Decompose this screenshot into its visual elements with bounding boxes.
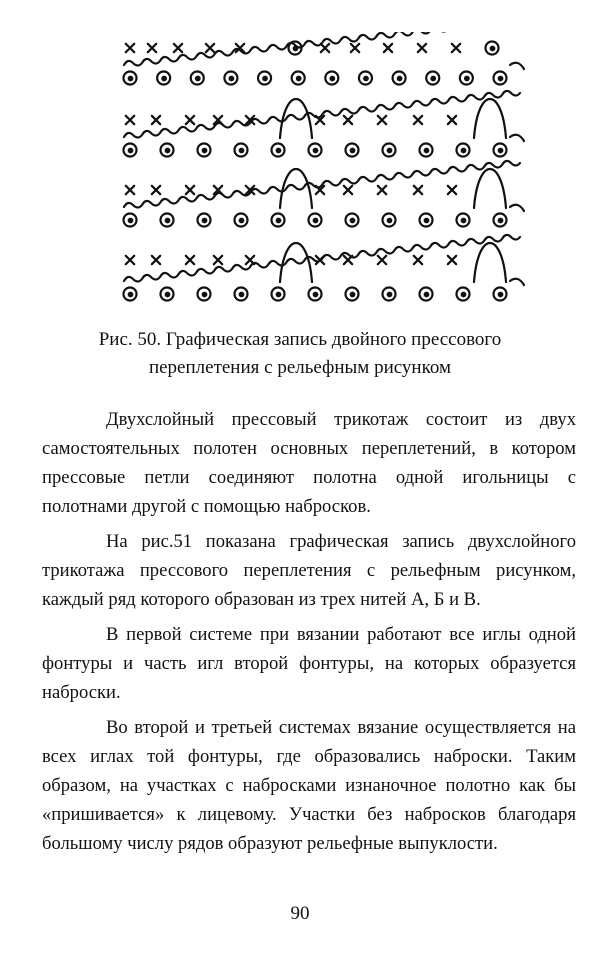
loop-center [297,77,301,81]
thread-line [124,235,520,282]
loop-center [240,293,244,297]
cross-mark [126,116,134,124]
cross-mark [351,44,359,52]
thread-line [124,91,520,138]
cross-mark [344,116,352,124]
loop-center [203,149,207,153]
loop-center [196,77,200,81]
thread-end [510,135,524,141]
cross-mark [452,44,460,52]
paragraph-3: В первой системе при вязании работают все иглы одной фонтуры и часть игл второй фонтуры, на которых образуется наброски. [42,624,576,703]
caption-line-1: Рис. 50. Графическая запись двойного прессового [98,329,502,350]
notation-diagram [100,32,540,316]
loop-center [465,77,469,81]
body-text [42,405,576,858]
figure-caption [40,326,560,382]
loop-center [425,149,429,153]
loop-center [388,149,392,153]
press-loop-center [294,47,298,51]
cross-mark [148,44,156,52]
cross-mark [378,256,386,264]
caption-line-2: переплетения с рельефным рисунком [148,357,452,378]
cross-mark [186,116,194,124]
loop-center [162,77,166,81]
cross-mark [414,116,422,124]
loop-center [351,219,355,223]
cross-mark [414,256,422,264]
loop-center [240,149,244,153]
cross-mark [448,116,456,124]
loop-center [277,293,281,297]
cross-mark [126,186,134,194]
loop-center [166,219,170,223]
loop-center [230,77,234,81]
loop-center [462,293,466,297]
cross-mark [448,186,456,194]
cross-mark [448,256,456,264]
paragraph-1: Двухслойный прессовый трикотаж состоит из двух самостоятельных полотен основных переплетений, в котором прессовые петли соединяют полотна одной игольницы с полотнами другой с помощью набросков. [42,409,576,517]
paragraph-4: Во второй и третьей системах вязание осуществляется на всех иглах той фонтуры, где образовались наброски. Таким образом, на участках с набросками изнаночное полотно как бы «пришивается» к лицевому. Участки без набросков благодаря большому числу рядов образуют рельефные выпуклости. [42,717,576,854]
loop-center [263,77,267,81]
loop-center [425,293,429,297]
loop-center [203,293,207,297]
cross-mark [126,44,134,52]
loop-center [277,219,281,223]
knitting-notation-figure [100,32,540,316]
thread-end [510,63,524,69]
loop-center [351,293,355,297]
loop-center [203,219,207,223]
loop-center [425,219,429,223]
loop-center [129,149,133,153]
loop-center [462,219,466,223]
cross-mark [186,256,194,264]
loop-center [166,149,170,153]
loop-center [314,149,318,153]
loop-center [388,219,392,223]
loop-center [398,77,402,81]
press-loop-arc [474,169,506,208]
thread-line [124,161,520,208]
loop-center [364,77,368,81]
cross-mark [174,44,182,52]
cross-mark [378,186,386,194]
loop-center [388,293,392,297]
loop-center [314,219,318,223]
loop-center [277,149,281,153]
loop-center [499,77,503,81]
paragraph-2: На рис.51 показана графическая запись двухслойного трикотажа прессового переплетения с рельефным рисунком, каждый ряд которого образован из трех нитей А, Б и В. [42,531,576,610]
thread-end [510,205,524,211]
cross-mark [152,256,160,264]
loop-center [331,77,335,81]
cross-mark [206,44,214,52]
loop-center [314,293,318,297]
loop-center [499,149,503,153]
thread-end [510,279,524,285]
loop-center [129,77,133,81]
loop-center [166,293,170,297]
cross-mark [186,186,194,194]
press-loop-arc [474,99,506,138]
loop-center [462,149,466,153]
loop-center [240,219,244,223]
page-number: 90 [290,903,310,924]
loop-center [351,149,355,153]
cross-mark [321,44,329,52]
cross-mark [152,116,160,124]
cross-mark [152,186,160,194]
cross-mark [344,186,352,194]
loop-center [129,219,133,223]
loop-center [129,293,133,297]
cross-mark [214,256,222,264]
loop-center [499,219,503,223]
cross-mark [414,186,422,194]
loop-center [431,77,435,81]
cross-mark [384,44,392,52]
loop-center [499,293,503,297]
cross-mark [126,256,134,264]
press-loop-arc [474,243,506,282]
thread-line [124,32,520,66]
press-loop-center [491,47,495,51]
cross-mark [378,116,386,124]
cross-mark [418,44,426,52]
